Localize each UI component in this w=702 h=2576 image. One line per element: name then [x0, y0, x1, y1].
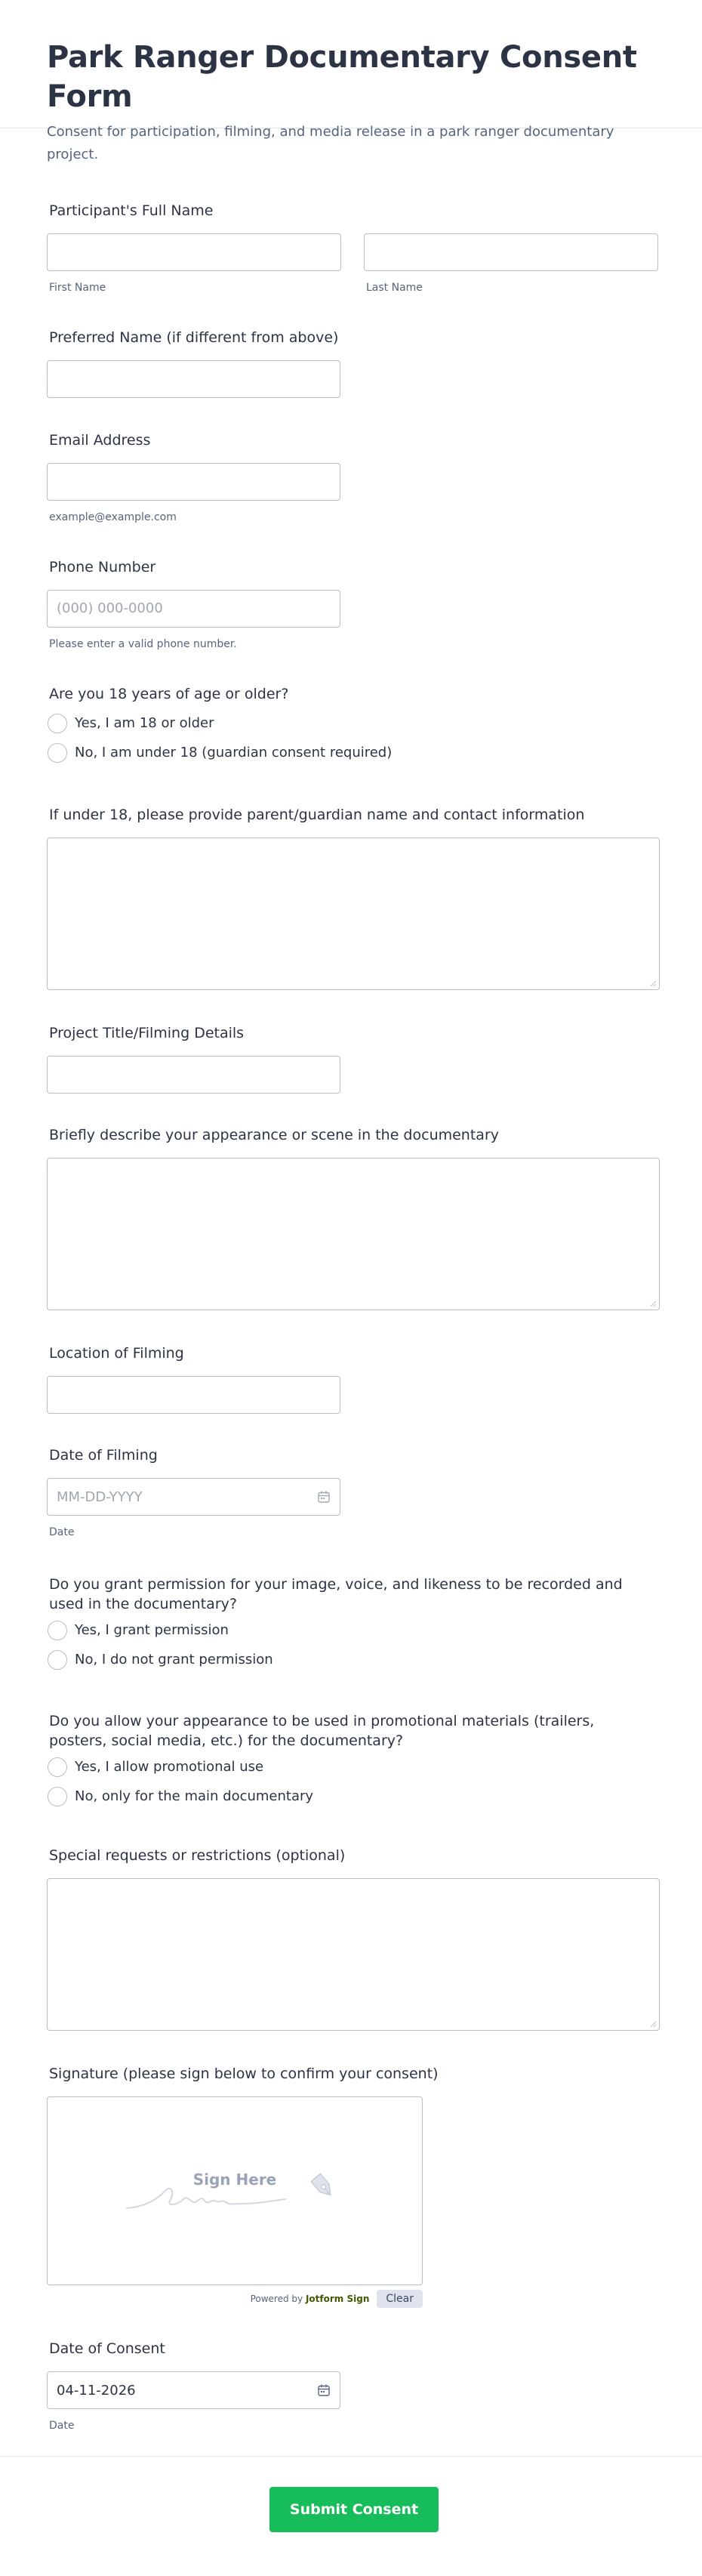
appearance-field: [47, 1125, 658, 1310]
promotional-option-yes-label: Yes, I allow promotional use: [75, 1759, 264, 1775]
form-title: Park Ranger Documentary Consent Form: [47, 40, 637, 114]
email-label: Email Address: [49, 432, 151, 449]
jotform-sign-brand: Jotform Sign: [305, 2294, 370, 2304]
signature-label: Signature (please sign below to confirm your consent): [49, 2065, 439, 2082]
radio-button[interactable]: [48, 1757, 67, 1777]
promotional-option-yes[interactable]: [47, 1752, 658, 1782]
age-label: Are you 18 years of age or older?: [49, 686, 289, 702]
submit-consent-button[interactable]: Submit Consent: [269, 2487, 439, 2532]
age-option-no-label: No, I am under 18 (guardian consent required): [75, 745, 393, 760]
guardian-label: If under 18, please provide parent/guardian name and contact information: [49, 807, 585, 823]
signature-pad[interactable]: [47, 2096, 423, 2285]
filming-date-input[interactable]: [47, 1478, 340, 1516]
location-label: Location of Filming: [49, 1345, 184, 1362]
permission-option-yes[interactable]: [47, 1615, 658, 1645]
filming-date-placeholder: MM-DD-YYYY: [57, 1489, 143, 1505]
project-title-label: Project Title/Filming Details: [49, 1025, 245, 1041]
permission-label: Do you grant permission for your image, voice, and likeness to be recorded and used in the documentary?: [49, 1576, 623, 1612]
appearance-label: Briefly describe your appearance or scene in the documentary: [49, 1127, 499, 1143]
promotional-label: Do you allow your appearance to be used in promotional materials (trailers, posters, social media, etc.) for the documentary?: [49, 1713, 595, 1749]
project-title-field: [47, 1023, 658, 1094]
form-header: [0, 0, 702, 162]
promotional-field: [47, 1711, 658, 1811]
sign-here-placeholder: Sign Here: [192, 2170, 277, 2189]
phone-sublabel: Please enter a valid phone number.: [49, 638, 237, 650]
first-name-input[interactable]: [47, 233, 341, 271]
powered-by-prefix: Powered by: [250, 2294, 303, 2304]
last-name-input[interactable]: [364, 233, 658, 271]
phone-field: [47, 557, 658, 652]
first-name-sublabel: First Name: [49, 282, 106, 294]
consent-date-label: Date of Consent: [49, 2340, 165, 2357]
filming-date-field: [47, 1445, 658, 1540]
email-sublabel: example@example.com: [49, 511, 177, 523]
promotional-option-no[interactable]: [47, 1782, 658, 1811]
location-input[interactable]: [47, 1376, 340, 1414]
calendar-icon[interactable]: [317, 1490, 331, 1504]
resize-grip-icon[interactable]: [649, 2020, 657, 2028]
special-requests-field: [47, 1846, 658, 2031]
preferred-name-label: Preferred Name (if different from above): [49, 329, 339, 346]
consent-date-sublabel: Date: [49, 2420, 75, 2432]
radio-button[interactable]: [48, 1787, 67, 1806]
preferred-name-input[interactable]: [47, 360, 340, 398]
radio-button[interactable]: [48, 743, 67, 763]
clear-signature-button[interactable]: Clear: [377, 2290, 423, 2308]
resize-grip-icon[interactable]: [649, 979, 657, 987]
filming-date-sublabel: Date: [49, 1526, 75, 1538]
form-subtitle: Consent for participation, filming, and media release in a park ranger documentary project.: [47, 124, 614, 162]
last-name-sublabel: Last Name: [366, 282, 423, 294]
full-name-field: [47, 201, 658, 295]
signature-footer: [47, 2290, 423, 2308]
radio-button[interactable]: [48, 1650, 67, 1670]
resize-grip-icon[interactable]: [649, 1300, 657, 1307]
filming-date-label: Date of Filming: [49, 1447, 158, 1464]
permission-option-yes-label: Yes, I grant permission: [75, 1622, 229, 1638]
calendar-icon[interactable]: [317, 2383, 331, 2397]
permission-field: [47, 1575, 658, 1674]
phone-label: Phone Number: [49, 559, 156, 575]
age-option-no[interactable]: [47, 738, 658, 767]
age-field: [47, 684, 658, 767]
promotional-option-no-label: No, only for the main documentary: [75, 1788, 314, 1804]
footer-divider: [0, 2456, 702, 2457]
guardian-textarea[interactable]: [47, 838, 660, 990]
email-input[interactable]: [47, 463, 340, 501]
email-field: [47, 430, 658, 525]
permission-option-no[interactable]: [47, 1645, 658, 1674]
full-name-label: Participant's Full Name: [49, 202, 214, 219]
signature-field: [47, 2064, 658, 2308]
preferred-name-field: [47, 328, 658, 398]
radio-button[interactable]: [48, 714, 67, 733]
location-field: [47, 1344, 658, 1414]
special-requests-label: Special requests or restrictions (optional): [49, 1847, 346, 1864]
consent-date-value: 04-11-2026: [57, 2382, 136, 2399]
permission-option-no-label: No, I do not grant permission: [75, 1652, 273, 1667]
appearance-textarea[interactable]: [47, 1158, 660, 1310]
project-title-input[interactable]: [47, 1056, 340, 1094]
special-requests-textarea[interactable]: [47, 1878, 660, 2031]
consent-date-field: [47, 2339, 658, 2433]
powered-by-text: [251, 2294, 370, 2304]
guardian-field: [47, 805, 658, 990]
age-option-yes-label: Yes, I am 18 or older: [75, 715, 214, 731]
consent-date-input[interactable]: [47, 2371, 340, 2409]
age-option-yes[interactable]: [47, 708, 658, 738]
pen-icon: [306, 2169, 340, 2204]
phone-input[interactable]: (000) 000-0000: [47, 590, 340, 628]
radio-button[interactable]: [48, 1621, 67, 1640]
